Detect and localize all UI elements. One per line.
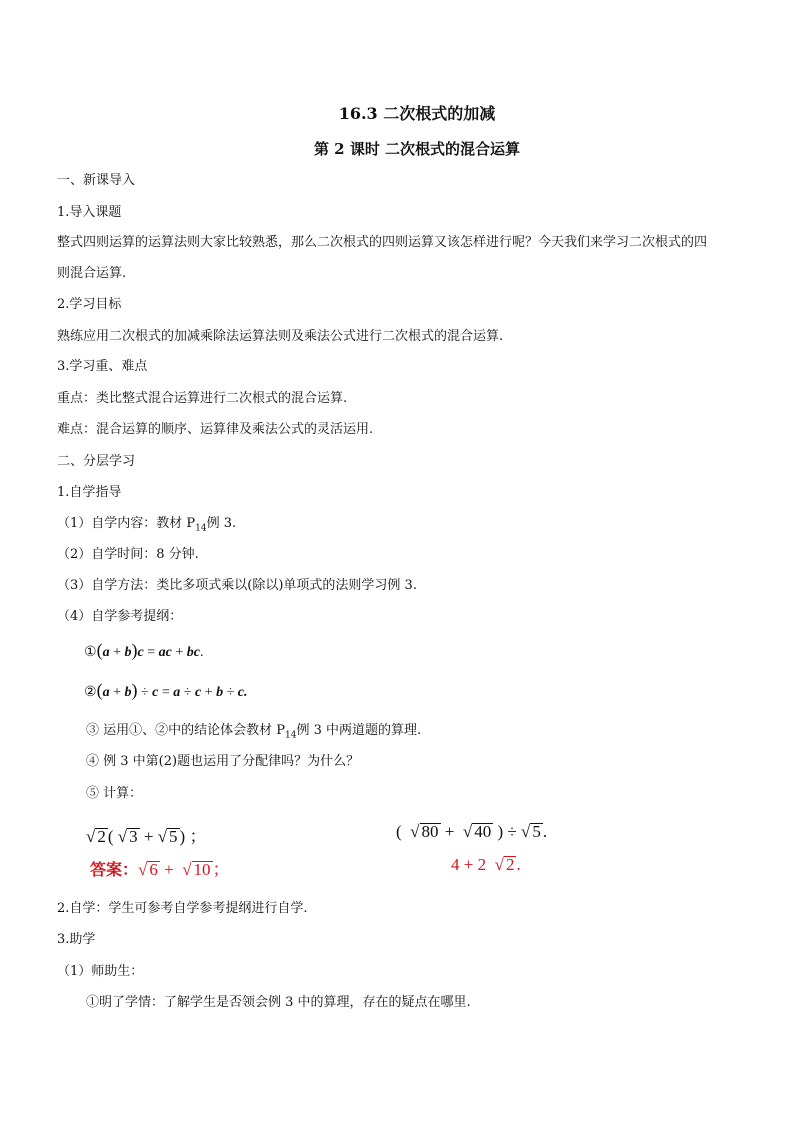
intro-paragraph-line-2: 则混合运算. [57, 266, 127, 281]
teacher-assist-item-1: ①明了学情：了解学生是否领会例 3 中的算理，存在的疑点在哪里. [86, 995, 471, 1010]
heading-introduce-topic: 1.导入课题 [57, 205, 122, 220]
formula-distributive-divide: ②(a + b) ÷ c = a ÷ c + b ÷ c. [84, 680, 248, 700]
difficulty-text: 难点：混合运算的顺序、运算律及乘法公式的灵活运用. [57, 422, 374, 437]
section-heading-layered-learning: 二、分层学习 [57, 454, 136, 469]
heading-assist-learning: 3.助学 [57, 932, 96, 947]
document-title: 16.3 二次根式的加减 [338, 104, 496, 123]
formula-distributive-multiply: ①(a + b)c = ac + bc. [84, 640, 204, 660]
guide-item-time: （2）自学时间：8 分钟. [57, 547, 199, 562]
answer-1: 答案：√ 6 + √ 10 ； [90, 860, 230, 879]
guide-item-content: （1）自学内容：教材 $P_{14}$例 3. [57, 516, 237, 534]
outline-item-3: ③ 运用①、②中的结论体会教材 $P_{14}$例 3 中两道题的算理. [86, 723, 422, 741]
section-heading-new-lesson: 一、新课导入 [57, 173, 136, 188]
answer-2: 4 + 2 √ 2 . [451, 855, 521, 874]
heading-key-points: 3.学习重、难点 [57, 359, 148, 374]
self-study-step: 2.自学：学生可参考自学参考提纲进行自学. [57, 901, 308, 916]
outline-item-5: ⑤ 计算： [86, 786, 143, 801]
heading-learning-goals: 2.学习目标 [57, 297, 122, 312]
outline-item-4: ④ 例 3 中第(2)题也运用了分配律吗？为什么？ [86, 754, 360, 769]
lesson-subtitle: 第 2 课时 二次根式的混合运算 [313, 140, 521, 158]
learning-goal-text: 熟练应用二次根式的加减乘除法运算法则及乘法公式进行二次根式的混合运算. [57, 329, 504, 344]
answer-label: 答案： [90, 860, 139, 879]
intro-paragraph-line-1: 整式四则运算的运算法则大家比较熟悉，那么二次根式的四则运算又该怎样进行呢？今天我们来学习二次根式的四 [57, 235, 708, 250]
teacher-assist-heading: （1）师助生： [57, 964, 144, 979]
guide-item-outline: （4）自学参考提纲： [57, 609, 183, 624]
calc-expression-1: √ 2 ( √ 3 + √ 5 ) ； [86, 827, 207, 846]
heading-self-study-guide: 1.自学指导 [57, 485, 122, 500]
key-point-text: 重点：类比整式混合运算进行二次根式的混合运算. [57, 391, 348, 406]
guide-item-method: （3）自学方法：类比多项式乘以(除以)单项式的法则学习例 3. [57, 578, 417, 593]
calc-expression-2: ( √ 80 + √ 40 ) ÷ √ 5 . [396, 822, 548, 841]
